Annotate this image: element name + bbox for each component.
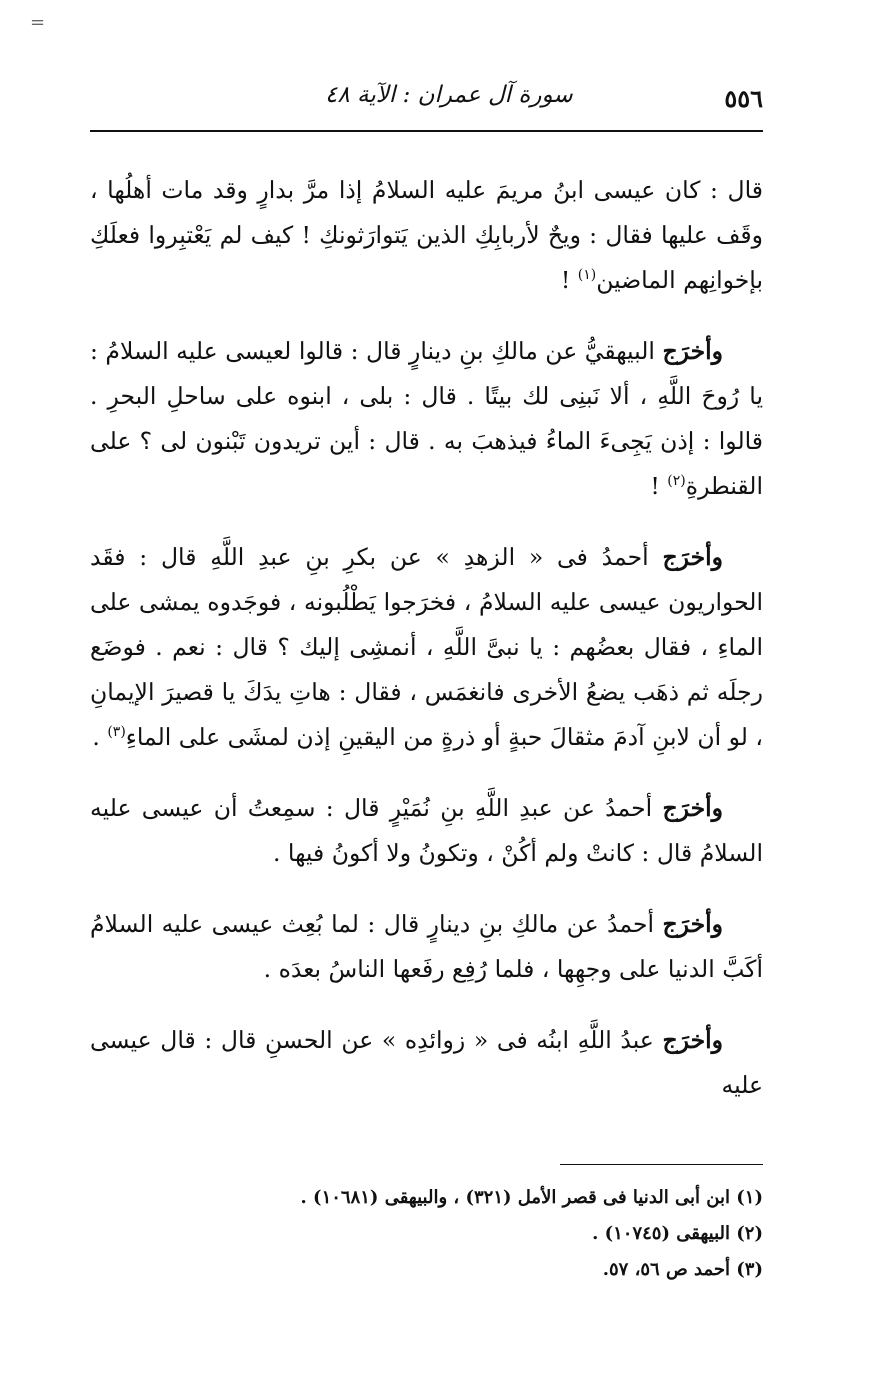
- footnote-ref-2: (٢): [667, 473, 686, 490]
- footnote-2: (٢) البيهقى (١٠٧٤٥) .: [592, 1223, 763, 1244]
- paragraph-text: عبدُ اللَّهِ ابنُه فى « زوائدِه » عن الحسنِ قال : قال عيسى عليه: [90, 1026, 763, 1099]
- paragraph-lead: وأخرَج: [662, 543, 723, 571]
- paragraph-text: أحمدُ عن عبدِ اللَّهِ بنِ نُمَيْرٍ قال : سمِعتُ أن عيسى عليه السلامُ قال : كانتْ ولم أكُنْ ، وتكونُ ولا أكونُ فيها .: [90, 794, 763, 867]
- paragraph-3: [90, 535, 763, 760]
- paragraph-text: أحمدُ عن مالكِ بنِ دينارٍ قال : لما بُعِث عيسى عليه السلامُ أكَبَّ الدنيا على وجهِها ، فلما رُفِع رفَعها الناسُ بعدَه .: [90, 910, 763, 983]
- body-text: [90, 168, 763, 1134]
- footnote-ref-1: (١): [577, 267, 597, 284]
- footnote-rule: [560, 1164, 763, 1165]
- paragraph-2: [90, 329, 763, 509]
- footnote-3: (٣) أحمد ص ٥٦، ٥٧.: [602, 1259, 763, 1280]
- paragraph-1: [90, 168, 763, 303]
- footnote-ref-3: (٣): [107, 724, 126, 741]
- header-rule: [90, 130, 763, 132]
- running-head: سورة آل عمران : الآية ٤٨: [325, 82, 573, 108]
- paragraph-4: [90, 786, 763, 876]
- page-header: [90, 78, 763, 128]
- paragraph-lead: وأخرَج: [662, 337, 723, 365]
- paragraph-tail: !: [650, 472, 668, 500]
- paragraph-6: [90, 1018, 763, 1108]
- paragraph-text: أحمدُ فى « الزهدِ » عن بكرِ بنِ عبدِ اللَّهِ قال : فقَد الحواريون عيسى عليه السلامُ ، فخرَجوا يَطْلُبونه ، فوجَدوه يمشى على الماءِ ، فقال بعضُهم : يا نبىَّ اللَّهِ ، أنمشِى إليك ؟ قال : نعم . فوضَع رجلَه ثم ذهَب يضعُ الأخرى فانغمَس ، فقال : هاتِ يدَكَ يا قصيرَ الإيمانِ ، لو أن لابنِ آدمَ مثقالَ حبةٍ أو ذرةٍ من اليقينِ إذن لمشَى على الماءِ: [90, 543, 763, 751]
- paragraph-lead: وأخرَج: [662, 1026, 723, 1054]
- paragraph-lead: وأخرَج: [662, 794, 723, 822]
- paragraph-text: قال : كان عيسى ابنُ مريمَ عليه السلامُ إذا مرَّ بدارٍ وقد مات أهلُها ، وقَف عليها فقال : ويحٌ لأربابِكِ الذين يَتوارَثونكِ ! كيف لم يَعْتبِروا فعلَكِ بإخوانِهم الماضين: [90, 176, 763, 294]
- paragraph-text: البيهقيُّ عن مالكِ بنِ دينارٍ قال : قالوا لعيسى عليه السلامُ : يا رُوحَ اللَّهِ ، ألا نَبنِى لك بيتًا . قال : بلى ، ابنوه على ساحلِ البحرِ . قالوا : إذن يَجِىءَ الماءُ فيذهبَ به . قال : أين تريدون تَبْنون لى ؟ على القنطرةِ: [90, 337, 763, 500]
- paragraph-tail: .: [92, 723, 108, 751]
- page-number: ٥٥٦: [724, 84, 763, 113]
- margin-mark: =: [30, 12, 46, 33]
- paragraph-5: [90, 902, 763, 992]
- paragraph-tail: !: [560, 266, 578, 294]
- footnotes: [90, 1180, 763, 1288]
- footnote-1: (١) ابن أبى الدنيا فى قصر الأمل (٣٢١) ، والبيهقى (١٠٦٨١) .: [300, 1187, 763, 1208]
- paragraph-lead: وأخرَج: [662, 910, 723, 938]
